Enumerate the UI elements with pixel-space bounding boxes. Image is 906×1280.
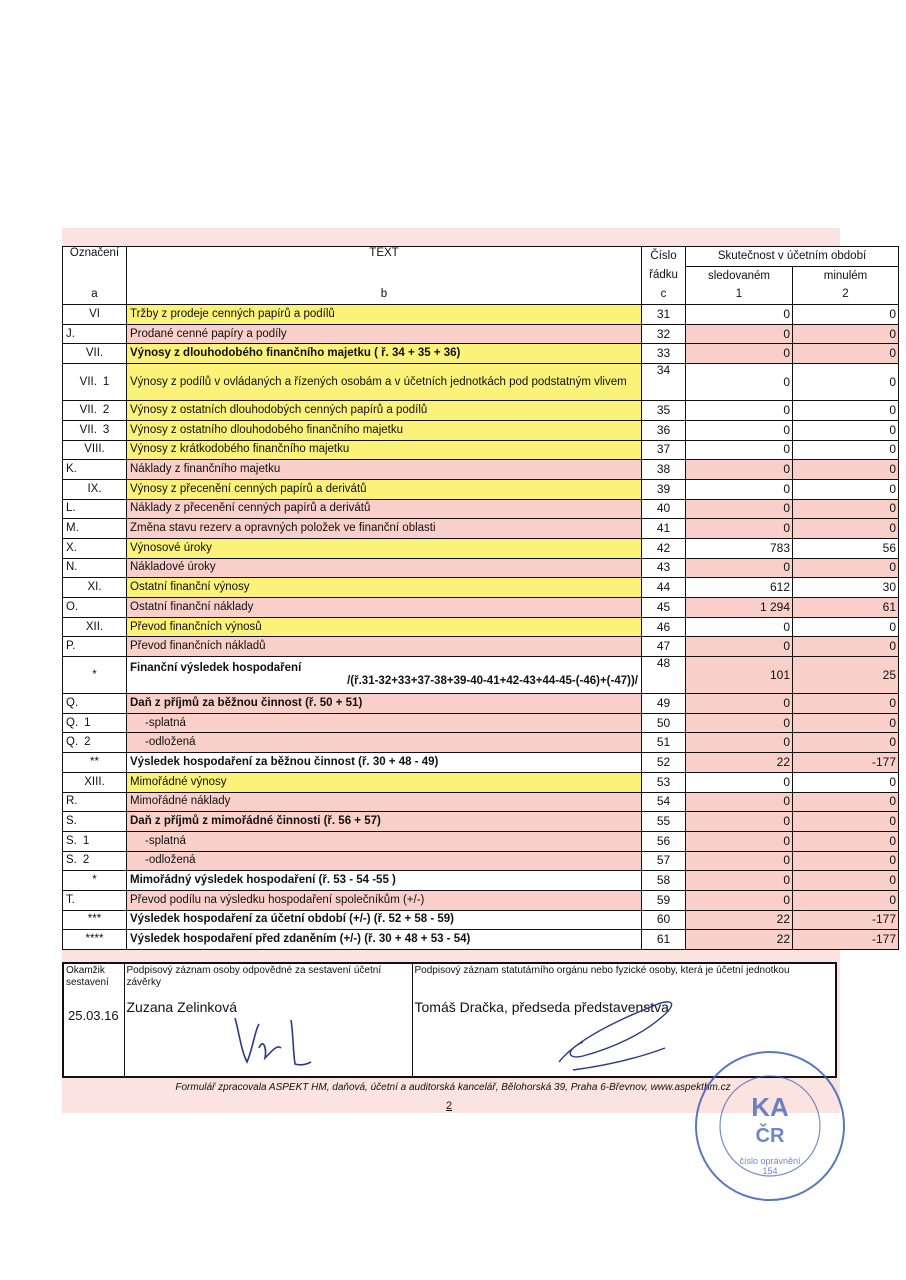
col-previous-header: minulém bbox=[793, 266, 899, 285]
row-subcode: 3 bbox=[102, 423, 110, 436]
row-number: 50 bbox=[642, 713, 686, 733]
row-previous-value: 0 bbox=[793, 772, 899, 792]
row-text: Daň z příjmů za běžnou činnost (ř. 50 + 51) bbox=[127, 694, 642, 714]
row-current-value: 0 bbox=[686, 694, 793, 714]
row-text-line-1: Finanční výsledek hospodaření bbox=[130, 662, 302, 675]
row-current-value: 0 bbox=[686, 772, 793, 792]
row-previous-value: 30 bbox=[793, 578, 899, 598]
table-row bbox=[63, 305, 899, 325]
row-code-label: T. bbox=[66, 893, 75, 906]
row-number: 36 bbox=[642, 420, 686, 440]
row-previous-value: 0 bbox=[793, 713, 899, 733]
row-code bbox=[63, 578, 127, 598]
row-current-value: 0 bbox=[686, 713, 793, 733]
table-row bbox=[63, 772, 899, 792]
accountant-signature bbox=[225, 1008, 315, 1070]
header-row-1 bbox=[63, 247, 899, 267]
row-number: 45 bbox=[642, 598, 686, 618]
row-current-value: 0 bbox=[686, 890, 793, 910]
table-row bbox=[63, 871, 899, 891]
letter-b: b bbox=[127, 285, 642, 304]
row-current-value: 0 bbox=[686, 792, 793, 812]
row-code bbox=[63, 401, 127, 421]
row-code-label: X. bbox=[66, 541, 77, 554]
table-row bbox=[63, 598, 899, 618]
row-current-value: 0 bbox=[686, 420, 793, 440]
row-current-value: 0 bbox=[686, 637, 793, 657]
table-row bbox=[63, 519, 899, 539]
row-number: 44 bbox=[642, 578, 686, 598]
row-number: 56 bbox=[642, 831, 686, 851]
row-code-label: S. bbox=[66, 815, 77, 828]
row-subcode: 2 bbox=[84, 736, 91, 749]
row-number: 52 bbox=[642, 753, 686, 773]
table-row bbox=[63, 792, 899, 812]
row-code bbox=[63, 617, 127, 637]
row-code-label: VII. bbox=[79, 403, 97, 416]
row-code-label: Q. bbox=[66, 736, 79, 749]
row-current-value: 22 bbox=[686, 910, 793, 930]
row-code-label: P. bbox=[66, 640, 76, 653]
row-code-label: K. bbox=[66, 463, 77, 476]
col-num-header-2: řádku bbox=[642, 266, 686, 285]
col-text-header: TEXT bbox=[127, 247, 642, 286]
row-previous-value: 0 bbox=[793, 871, 899, 891]
table-row bbox=[63, 558, 899, 578]
row-number: 55 bbox=[642, 812, 686, 832]
row-code-label: ** bbox=[90, 755, 99, 768]
row-text: Převod finančních výnosů bbox=[127, 617, 642, 637]
row-code-label: VIII. bbox=[84, 443, 105, 456]
row-previous-value: 0 bbox=[793, 637, 899, 657]
row-number: 59 bbox=[642, 890, 686, 910]
row-text: Výnosy z dlouhodobého finančního majetku ( ř. 34 + 35 + 36) bbox=[127, 344, 642, 364]
col-num-header-1: Číslo bbox=[642, 247, 686, 267]
row-code bbox=[63, 305, 127, 325]
row-current-value: 1 294 bbox=[686, 598, 793, 618]
row-code-label: * bbox=[92, 874, 97, 887]
table-row bbox=[63, 694, 899, 714]
row-subcode: 2 bbox=[82, 854, 90, 867]
row-text: Náklady z finančního majetku bbox=[127, 460, 642, 480]
col-current-header: sledovaném bbox=[686, 266, 793, 285]
row-current-value: 0 bbox=[686, 479, 793, 499]
row-previous-value: -177 bbox=[793, 910, 899, 930]
row-previous-value: 0 bbox=[793, 617, 899, 637]
row-text: -splatná bbox=[127, 831, 642, 851]
accountant-name: Zuzana Zelinková bbox=[126, 999, 238, 1015]
row-previous-value: 0 bbox=[793, 305, 899, 325]
row-previous-value: -177 bbox=[793, 930, 899, 950]
row-text: Výnosy z ostatních dlouhodobých cenných papírů a podílů bbox=[127, 401, 642, 421]
row-text: Výsledek hospodaření za běžnou činnost (ř. 30 + 48 - 49) bbox=[127, 753, 642, 773]
row-number: 54 bbox=[642, 792, 686, 812]
row-code bbox=[63, 538, 127, 558]
row-code-label: L. bbox=[66, 502, 76, 515]
row-code bbox=[63, 657, 127, 694]
row-code bbox=[63, 558, 127, 578]
row-text: Výnosy z ostatního dlouhodobého finančního majetku bbox=[127, 420, 642, 440]
row-code bbox=[63, 344, 127, 364]
row-code bbox=[63, 713, 127, 733]
row-text: -odložená bbox=[127, 851, 642, 871]
table-row bbox=[63, 657, 899, 694]
row-code bbox=[63, 792, 127, 812]
row-subcode: 1 bbox=[102, 375, 110, 388]
statutory-signature bbox=[553, 986, 683, 1074]
row-text: Změna stavu rezerv a opravných položek ve finanční oblasti bbox=[127, 519, 642, 539]
row-number: 43 bbox=[642, 558, 686, 578]
row-code-label: N. bbox=[66, 561, 78, 574]
table-row bbox=[63, 578, 899, 598]
row-previous-value: 0 bbox=[793, 479, 899, 499]
row-current-value: 0 bbox=[686, 499, 793, 519]
row-code-label: S. bbox=[66, 834, 77, 847]
row-current-value: 22 bbox=[686, 930, 793, 950]
row-current-value: 0 bbox=[686, 401, 793, 421]
row-current-value: 0 bbox=[686, 324, 793, 344]
row-text: Mimořádné náklady bbox=[127, 792, 642, 812]
row-previous-value: 0 bbox=[793, 733, 899, 753]
row-current-value: 101 bbox=[686, 657, 793, 694]
row-code bbox=[63, 637, 127, 657]
row-code-label: VI bbox=[89, 307, 100, 320]
row-previous-value: 0 bbox=[793, 401, 899, 421]
row-code-label: XII. bbox=[85, 620, 104, 633]
row-number: 38 bbox=[642, 460, 686, 480]
row-code bbox=[63, 871, 127, 891]
row-code-label: **** bbox=[85, 933, 104, 946]
table-row bbox=[63, 401, 899, 421]
col-period-header: Skutečnost v účetním období bbox=[686, 247, 899, 267]
row-number: 49 bbox=[642, 694, 686, 714]
row-text: Výnosy z krátkodobého finančního majetku bbox=[127, 440, 642, 460]
row-code bbox=[63, 831, 127, 851]
header-row-3 bbox=[63, 285, 899, 304]
row-code bbox=[63, 460, 127, 480]
letter-c: c bbox=[642, 285, 686, 304]
row-previous-value: 0 bbox=[793, 831, 899, 851]
row-code-label: S. bbox=[66, 854, 77, 867]
table-row bbox=[63, 637, 899, 657]
row-text: Prodané cenné papíry a podíly bbox=[127, 324, 642, 344]
row-code bbox=[63, 910, 127, 930]
row-text: -splatná bbox=[127, 713, 642, 733]
row-current-value: 0 bbox=[686, 733, 793, 753]
row-code-label: IX. bbox=[87, 482, 102, 495]
row-code bbox=[63, 753, 127, 773]
row-subcode: 2 bbox=[102, 403, 110, 416]
row-previous-value: 0 bbox=[793, 324, 899, 344]
row-code-label: Q. bbox=[66, 696, 79, 709]
form-footer: Formulář zpracovala ASPEKT HM, daňová, účetní a auditorská kancelář, Bělohorská 39, Praha 6-Břevnov, www.aspekthm.cz bbox=[175, 1082, 731, 1093]
row-code bbox=[63, 324, 127, 344]
row-code-label: VII. bbox=[85, 347, 104, 360]
row-code-label: XIII. bbox=[84, 775, 105, 788]
row-previous-value: 0 bbox=[793, 694, 899, 714]
row-code bbox=[63, 733, 127, 753]
index-1: 1 bbox=[686, 285, 793, 304]
row-number: 35 bbox=[642, 401, 686, 421]
row-text: Ostatní finanční náklady bbox=[127, 598, 642, 618]
letter-a: a bbox=[63, 285, 127, 304]
row-text: Nákladové úroky bbox=[127, 558, 642, 578]
svg-text:ČR: ČR bbox=[755, 1125, 785, 1147]
row-number: 60 bbox=[642, 910, 686, 930]
row-code-label: * bbox=[92, 668, 97, 681]
row-text: Výnosy z přecenění cenných papírů a derivátů bbox=[127, 479, 642, 499]
table-row bbox=[63, 831, 899, 851]
row-current-value: 0 bbox=[686, 831, 793, 851]
row-current-value: 0 bbox=[686, 364, 793, 401]
table-row bbox=[63, 499, 899, 519]
table-row bbox=[63, 538, 899, 558]
row-previous-value: 0 bbox=[793, 519, 899, 539]
row-current-value: 0 bbox=[686, 519, 793, 539]
table-row bbox=[63, 460, 899, 480]
row-text: Daň z příjmů z mimořádné činnosti (ř. 56 + 57) bbox=[127, 812, 642, 832]
row-previous-value: 0 bbox=[793, 344, 899, 364]
row-code bbox=[63, 364, 127, 401]
financial-results-table bbox=[62, 246, 899, 950]
row-text: Výnosy z podílů v ovládaných a řízených osobám a v účetních jednotkách pod podstatným vlivem bbox=[127, 364, 642, 401]
row-number: 57 bbox=[642, 851, 686, 871]
row-number: 61 bbox=[642, 930, 686, 950]
row-text: Výnosové úroky bbox=[127, 538, 642, 558]
table-row bbox=[63, 910, 899, 930]
row-code bbox=[63, 440, 127, 460]
row-previous-value: 56 bbox=[793, 538, 899, 558]
row-code bbox=[63, 772, 127, 792]
row-code-label: M. bbox=[66, 522, 79, 535]
row-current-value: 0 bbox=[686, 851, 793, 871]
row-text-line-2: /(ř.31-32+33+37-38+39-40-41+42-43+44-45-(-46)+(-47))/ bbox=[347, 675, 638, 688]
svg-text:KA: KA bbox=[751, 1092, 789, 1122]
statutory-name: Tomáš Dračka, předseda představenstva bbox=[414, 999, 669, 1015]
compilation-date: 25.03.16 bbox=[68, 1008, 119, 1023]
row-previous-value: 0 bbox=[793, 460, 899, 480]
row-text: -odložená bbox=[127, 733, 642, 753]
row-current-value: 0 bbox=[686, 812, 793, 832]
row-number: 39 bbox=[642, 479, 686, 499]
table-row bbox=[63, 420, 899, 440]
statutory-label: Podpisový záznam statutárního orgánu nebo fyzické osoby, která je účetní jednotkou bbox=[414, 965, 790, 976]
table-row bbox=[63, 617, 899, 637]
row-code-label: O. bbox=[66, 600, 79, 613]
row-code-label: Q. bbox=[66, 716, 79, 729]
row-number: 51 bbox=[642, 733, 686, 753]
row-previous-value: 0 bbox=[793, 558, 899, 578]
row-previous-value: 0 bbox=[793, 792, 899, 812]
table-row bbox=[63, 344, 899, 364]
row-number: 34 bbox=[642, 364, 686, 401]
row-current-value: 0 bbox=[686, 305, 793, 325]
table-row bbox=[63, 753, 899, 773]
row-number: 47 bbox=[642, 637, 686, 657]
row-code bbox=[63, 890, 127, 910]
table-row bbox=[63, 713, 899, 733]
row-number: 46 bbox=[642, 617, 686, 637]
row-current-value: 0 bbox=[686, 617, 793, 637]
table-row bbox=[63, 733, 899, 753]
row-code bbox=[63, 851, 127, 871]
svg-text:číslo oprávnění: číslo oprávnění bbox=[739, 1156, 801, 1166]
row-number: 32 bbox=[642, 324, 686, 344]
row-text: Tržby z prodeje cenných papírů a podílů bbox=[127, 305, 642, 325]
row-current-value: 0 bbox=[686, 344, 793, 364]
moment-cell bbox=[63, 963, 124, 1077]
index-2: 2 bbox=[793, 285, 899, 304]
row-previous-value: 0 bbox=[793, 364, 899, 401]
row-number: 37 bbox=[642, 440, 686, 460]
row-number: 40 bbox=[642, 499, 686, 519]
table-row bbox=[63, 364, 899, 401]
row-current-value: 0 bbox=[686, 558, 793, 578]
row-current-value: 783 bbox=[686, 538, 793, 558]
row-previous-value: 0 bbox=[793, 890, 899, 910]
row-code-label: VII. bbox=[79, 375, 97, 388]
row-previous-value: 0 bbox=[793, 440, 899, 460]
row-text: Výsledek hospodaření před zdaněním (+/-) (ř. 30 + 48 + 53 - 54) bbox=[127, 930, 642, 950]
row-number: 41 bbox=[642, 519, 686, 539]
row-text: Převod finančních nákladů bbox=[127, 637, 642, 657]
moment-label: Okamžik sestavení bbox=[66, 965, 109, 988]
row-code-label: XI. bbox=[87, 581, 102, 594]
row-code bbox=[63, 420, 127, 440]
row-previous-value: 25 bbox=[793, 657, 899, 694]
row-previous-value: 0 bbox=[793, 499, 899, 519]
row-code bbox=[63, 499, 127, 519]
row-previous-value: 0 bbox=[793, 851, 899, 871]
row-previous-value: 0 bbox=[793, 420, 899, 440]
row-previous-value: 0 bbox=[793, 812, 899, 832]
table-row bbox=[63, 440, 899, 460]
table-row bbox=[63, 930, 899, 950]
row-text: Převod podílu na výsledku hospodaření společníkům (+/-) bbox=[127, 890, 642, 910]
table-row bbox=[63, 479, 899, 499]
row-text bbox=[127, 657, 642, 694]
col-code-header: Označení bbox=[63, 247, 127, 286]
row-text: Mimořádné výnosy bbox=[127, 772, 642, 792]
row-number: 33 bbox=[642, 344, 686, 364]
auditor-stamp bbox=[688, 1046, 852, 1206]
row-current-value: 612 bbox=[686, 578, 793, 598]
row-previous-value: -177 bbox=[793, 753, 899, 773]
row-code-label: J. bbox=[66, 327, 75, 340]
row-number: 31 bbox=[642, 305, 686, 325]
row-code bbox=[63, 812, 127, 832]
row-current-value: 22 bbox=[686, 753, 793, 773]
row-text: Ostatní finanční výnosy bbox=[127, 578, 642, 598]
row-number: 48 bbox=[642, 657, 686, 694]
accountant-label: Podpisový záznam osoby odpovědné za sestavení účetní závěrky bbox=[126, 965, 382, 988]
row-code bbox=[63, 930, 127, 950]
table-row bbox=[63, 851, 899, 871]
row-code-label: *** bbox=[87, 913, 102, 926]
page-number: 2 bbox=[446, 1100, 453, 1112]
row-text: Výsledek hospodaření za účetní období (+/-) (ř. 52 + 58 - 59) bbox=[127, 910, 642, 930]
row-number: 42 bbox=[642, 538, 686, 558]
row-number: 58 bbox=[642, 871, 686, 891]
row-code-label: R. bbox=[66, 795, 78, 808]
row-subcode: 1 bbox=[82, 834, 90, 847]
row-text: Mimořádný výsledek hospodaření (ř. 53 - 54 -55 ) bbox=[127, 871, 642, 891]
row-code bbox=[63, 519, 127, 539]
row-text: Náklady z přecenění cenných papírů a derivátů bbox=[127, 499, 642, 519]
row-code bbox=[63, 598, 127, 618]
table-row bbox=[63, 890, 899, 910]
row-previous-value: 61 bbox=[793, 598, 899, 618]
row-current-value: 0 bbox=[686, 871, 793, 891]
row-code bbox=[63, 479, 127, 499]
row-code-label: VII. bbox=[79, 423, 97, 436]
svg-text:154: 154 bbox=[762, 1166, 778, 1176]
row-current-value: 0 bbox=[686, 440, 793, 460]
row-current-value: 0 bbox=[686, 460, 793, 480]
table-row bbox=[63, 324, 899, 344]
row-code bbox=[63, 694, 127, 714]
row-subcode: 1 bbox=[84, 716, 91, 729]
accountant-cell bbox=[124, 963, 412, 1077]
row-number: 53 bbox=[642, 772, 686, 792]
table-row bbox=[63, 812, 899, 832]
